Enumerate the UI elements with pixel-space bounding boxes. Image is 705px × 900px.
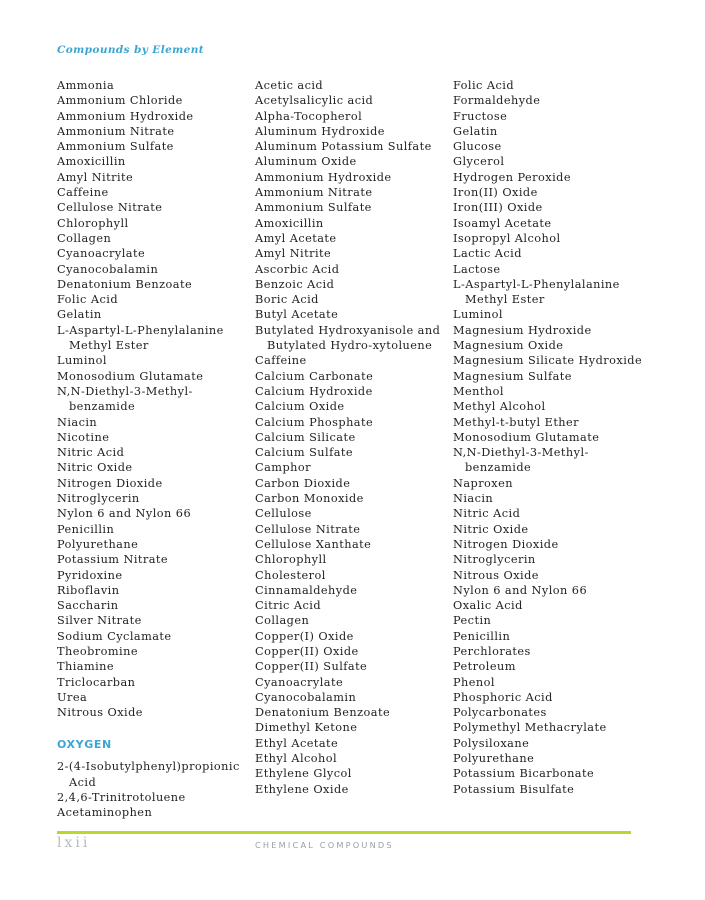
compound-entry: Amyl Acetate: [255, 231, 337, 245]
compound-entry: Magnesium Silicate Hydroxide: [453, 354, 643, 368]
section-title-oxygen: OXYGEN: [57, 738, 112, 752]
compound-entry: Caffeine: [255, 354, 307, 368]
compound-entry: Boric Acid: [255, 293, 319, 307]
compound-entry: Nitric Oxide: [57, 461, 133, 475]
compound-entry: L-Aspartyl-L-Phenylalanine Methyl Ester: [453, 277, 620, 307]
compound-entry: Nitrogen Dioxide: [453, 537, 559, 551]
compound-entry: Folic Acid: [57, 293, 118, 307]
compound-entry: L-Aspartyl-L-Phenylalanine Methyl Ester: [57, 323, 224, 353]
compound-entry: Collagen: [57, 231, 112, 245]
compound-entry: Potassium Nitrate: [57, 553, 169, 567]
compound-entry: N,N-Diethyl-3-Methyl-benzamide: [453, 446, 589, 475]
column-1-list: [57, 78, 252, 720]
compound-entry: Cyanocobalamin: [57, 262, 159, 276]
compound-entry: Ethyl Acetate: [255, 736, 339, 750]
compound-entry: Carbon Dioxide: [255, 476, 351, 490]
compound-entry: Pectin: [453, 614, 492, 628]
compound-entry: Gelatin: [453, 124, 498, 138]
compound-entry: Dimethyl Ketone: [255, 721, 358, 735]
column-3: [453, 78, 648, 797]
compound-entry: Cellulose Nitrate: [57, 201, 163, 215]
page-number: lxii: [57, 835, 91, 851]
compound-entry: Calcium Hydroxide: [255, 384, 373, 398]
compound-entry: Nitroglycerin: [453, 553, 536, 567]
compound-entry: Penicillin: [453, 629, 511, 643]
compound-entry: Polyurethane: [57, 537, 139, 551]
compound-entry: Glycerol: [453, 155, 505, 169]
compound-entry: Cyanoacrylate: [255, 675, 344, 689]
compound-entry: Cellulose Nitrate: [255, 522, 361, 536]
compound-entry: Cholesterol: [255, 568, 326, 582]
compound-entry: Acetaminophen: [57, 806, 153, 820]
compound-entry: Monosodium Glutamate: [57, 369, 204, 383]
compound-entry: Polymethyl Methacrylate: [453, 721, 607, 735]
compound-entry: Calcium Sulfate: [255, 446, 354, 460]
compound-entry: Phosphoric Acid: [453, 690, 553, 704]
compound-entry: Hydrogen Peroxide: [453, 170, 571, 184]
compound-entry: Ammonia: [57, 79, 115, 92]
compound-entry: Nicotine: [57, 430, 110, 444]
compound-entry: Ammonium Sulfate: [255, 201, 372, 215]
compound-entry: Pyridoxine: [57, 568, 123, 582]
compound-entry: Menthol: [453, 384, 504, 398]
compound-entry: Nylon 6 and Nylon 66: [453, 583, 588, 597]
column-2: [255, 78, 450, 797]
compound-entry: Polyurethane: [453, 752, 535, 766]
compound-entry: Formaldehyde: [453, 94, 541, 108]
compound-entry: Amoxicillin: [57, 155, 126, 169]
running-title: CHEMICAL COMPOUNDS: [255, 840, 394, 850]
compound-entry: Citric Acid: [255, 599, 322, 613]
compound-entry: Silver Nitrate: [57, 614, 142, 628]
section-header: Compounds by Element: [57, 44, 205, 56]
compound-entry: Triclocarban: [57, 675, 136, 689]
compound-entry: Theobromine: [57, 644, 138, 658]
compound-entry: N,N-Diethyl-3-Methyl-benzamide: [57, 384, 193, 414]
compound-entry: Nitroglycerin: [57, 492, 140, 506]
compound-entry: Glucose: [453, 140, 502, 154]
footer-rule: [57, 831, 631, 834]
compound-entry: Cinnamaldehyde: [255, 583, 358, 597]
compound-entry: Monosodium Glutamate: [453, 430, 600, 444]
compound-entry: Polysiloxane: [453, 736, 530, 750]
compound-entry: Amyl Nitrite: [255, 247, 332, 261]
compound-entry: Denatonium Benzoate: [255, 706, 391, 720]
compound-entry: Collagen: [255, 614, 310, 628]
compound-entry: Urea: [57, 690, 88, 704]
compound-entry: Carbon Monoxide: [255, 492, 364, 506]
compound-entry: Phenol: [453, 675, 495, 689]
compound-entry: Aluminum Potassium Sulfate: [255, 140, 432, 154]
compound-entry: Methyl-t-butyl Ether: [453, 415, 580, 429]
compound-entry: Nylon 6 and Nylon 66: [57, 507, 192, 521]
compound-entry: Cellulose Xanthate: [255, 537, 372, 551]
compound-entry: Ammonium Nitrate: [57, 124, 175, 138]
compound-entry: Denatonium Benzoate: [57, 277, 193, 291]
compound-entry: Chlorophyll: [255, 553, 327, 567]
compound-entry: Naproxen: [453, 476, 513, 490]
compound-entry: Calcium Silicate: [255, 430, 356, 444]
compound-entry: Cyanocobalamin: [255, 690, 357, 704]
compound-entry: Luminol: [57, 354, 107, 368]
compound-entry: Copper(II) Oxide: [255, 644, 359, 658]
compound-entry: Aluminum Hydroxide: [255, 124, 385, 138]
compound-entry: Magnesium Oxide: [453, 339, 564, 353]
compound-entry: Isoamyl Acetate: [453, 216, 552, 230]
compound-entry: Folic Acid: [453, 79, 514, 92]
compound-entry: Ammonium Sulfate: [57, 140, 174, 154]
compound-entry: Calcium Phosphate: [255, 415, 374, 429]
compound-entry: Butyl Acetate: [255, 308, 339, 322]
compound-entry: Niacin: [453, 492, 494, 506]
compound-entry: 2,4,6-Trinitrotoluene: [57, 791, 186, 805]
compound-entry: Chlorophyll: [57, 216, 129, 230]
compound-entry: Ammonium Nitrate: [255, 186, 373, 200]
compound-entry: Calcium Carbonate: [255, 369, 374, 383]
compound-entry: Potassium Bisulfate: [453, 782, 575, 796]
compound-entry: Nitrogen Dioxide: [57, 476, 163, 490]
compound-entry: Lactose: [453, 262, 501, 276]
compound-entry: Thiamine: [57, 660, 115, 674]
compound-entry: Ammonium Chloride: [57, 94, 183, 108]
compound-entry: Potassium Bicarbonate: [453, 767, 595, 781]
compound-entry: Acetic acid: [255, 79, 324, 92]
compound-entry: Ascorbic Acid: [255, 262, 340, 276]
compound-entry: Ammonium Hydroxide: [255, 170, 392, 184]
compound-entry: Methyl Alcohol: [453, 400, 546, 414]
compound-entry: Petroleum: [453, 660, 516, 674]
compound-entry: Ethylene Oxide: [255, 782, 349, 796]
compound-entry: Luminol: [453, 308, 503, 322]
column-3-list: [453, 78, 648, 797]
compound-entry: Saccharin: [57, 599, 119, 613]
oxygen-list: [57, 759, 252, 820]
compound-entry: Camphor: [255, 461, 311, 475]
compound-entry: Magnesium Sulfate: [453, 369, 572, 383]
compound-entry: Ammonium Hydroxide: [57, 109, 194, 123]
compound-entry: Perchlorates: [453, 644, 531, 658]
compound-entry: Nitrous Oxide: [453, 568, 539, 582]
compound-entry: Isopropyl Alcohol: [453, 231, 561, 245]
compound-entry: Nitric Oxide: [453, 522, 529, 536]
compound-entry: Amyl Nitrite: [57, 170, 134, 184]
compound-entry: Ethyl Alcohol: [255, 752, 338, 766]
compound-entry: Riboflavin: [57, 583, 120, 597]
compound-entry: Alpha-Tocopherol: [255, 109, 363, 123]
compound-entry: Nitric Acid: [453, 507, 521, 521]
compound-entry: Copper(I) Oxide: [255, 629, 354, 643]
compound-entry: Iron(II) Oxide: [453, 186, 538, 200]
compound-entry: Amoxicillin: [255, 216, 324, 230]
compound-entry: Aluminum Oxide: [255, 155, 357, 169]
compound-entry: Copper(II) Sulfate: [255, 660, 368, 674]
compound-entry: Lactic Acid: [453, 247, 522, 261]
compound-entry: Nitrous Oxide: [57, 706, 143, 720]
compound-entry: Iron(III) Oxide: [453, 201, 543, 215]
compound-entry: Calcium Oxide: [255, 400, 345, 414]
compound-entry: Fructose: [453, 109, 508, 123]
compound-entry: Penicillin: [57, 522, 115, 536]
compound-entry: Oxalic Acid: [453, 599, 523, 613]
compound-entry: Magnesium Hydroxide: [453, 323, 592, 337]
column-2-list: [255, 78, 450, 797]
compound-entry: 2-(4-Isobutylphenyl)propionic Acid: [57, 760, 240, 789]
compound-entry: Ethylene Glycol: [255, 767, 352, 781]
compound-entry: Caffeine: [57, 186, 109, 200]
compound-entry: Niacin: [57, 415, 98, 429]
column-1: [57, 78, 252, 821]
compound-entry: Gelatin: [57, 308, 102, 322]
compound-entry: Benzoic Acid: [255, 277, 335, 291]
compound-entry: Sodium Cyclamate: [57, 629, 172, 643]
compound-entry: Polycarbonates: [453, 706, 547, 720]
compound-entry: Nitric Acid: [57, 446, 125, 460]
compound-entry: Butylated Hydroxyanisole and Butylated Hydro-xytoluene: [255, 323, 441, 353]
compound-entry: Cyanoacrylate: [57, 247, 146, 261]
compound-entry: Cellulose: [255, 507, 312, 521]
compound-entry: Acetylsalicylic acid: [255, 94, 374, 108]
